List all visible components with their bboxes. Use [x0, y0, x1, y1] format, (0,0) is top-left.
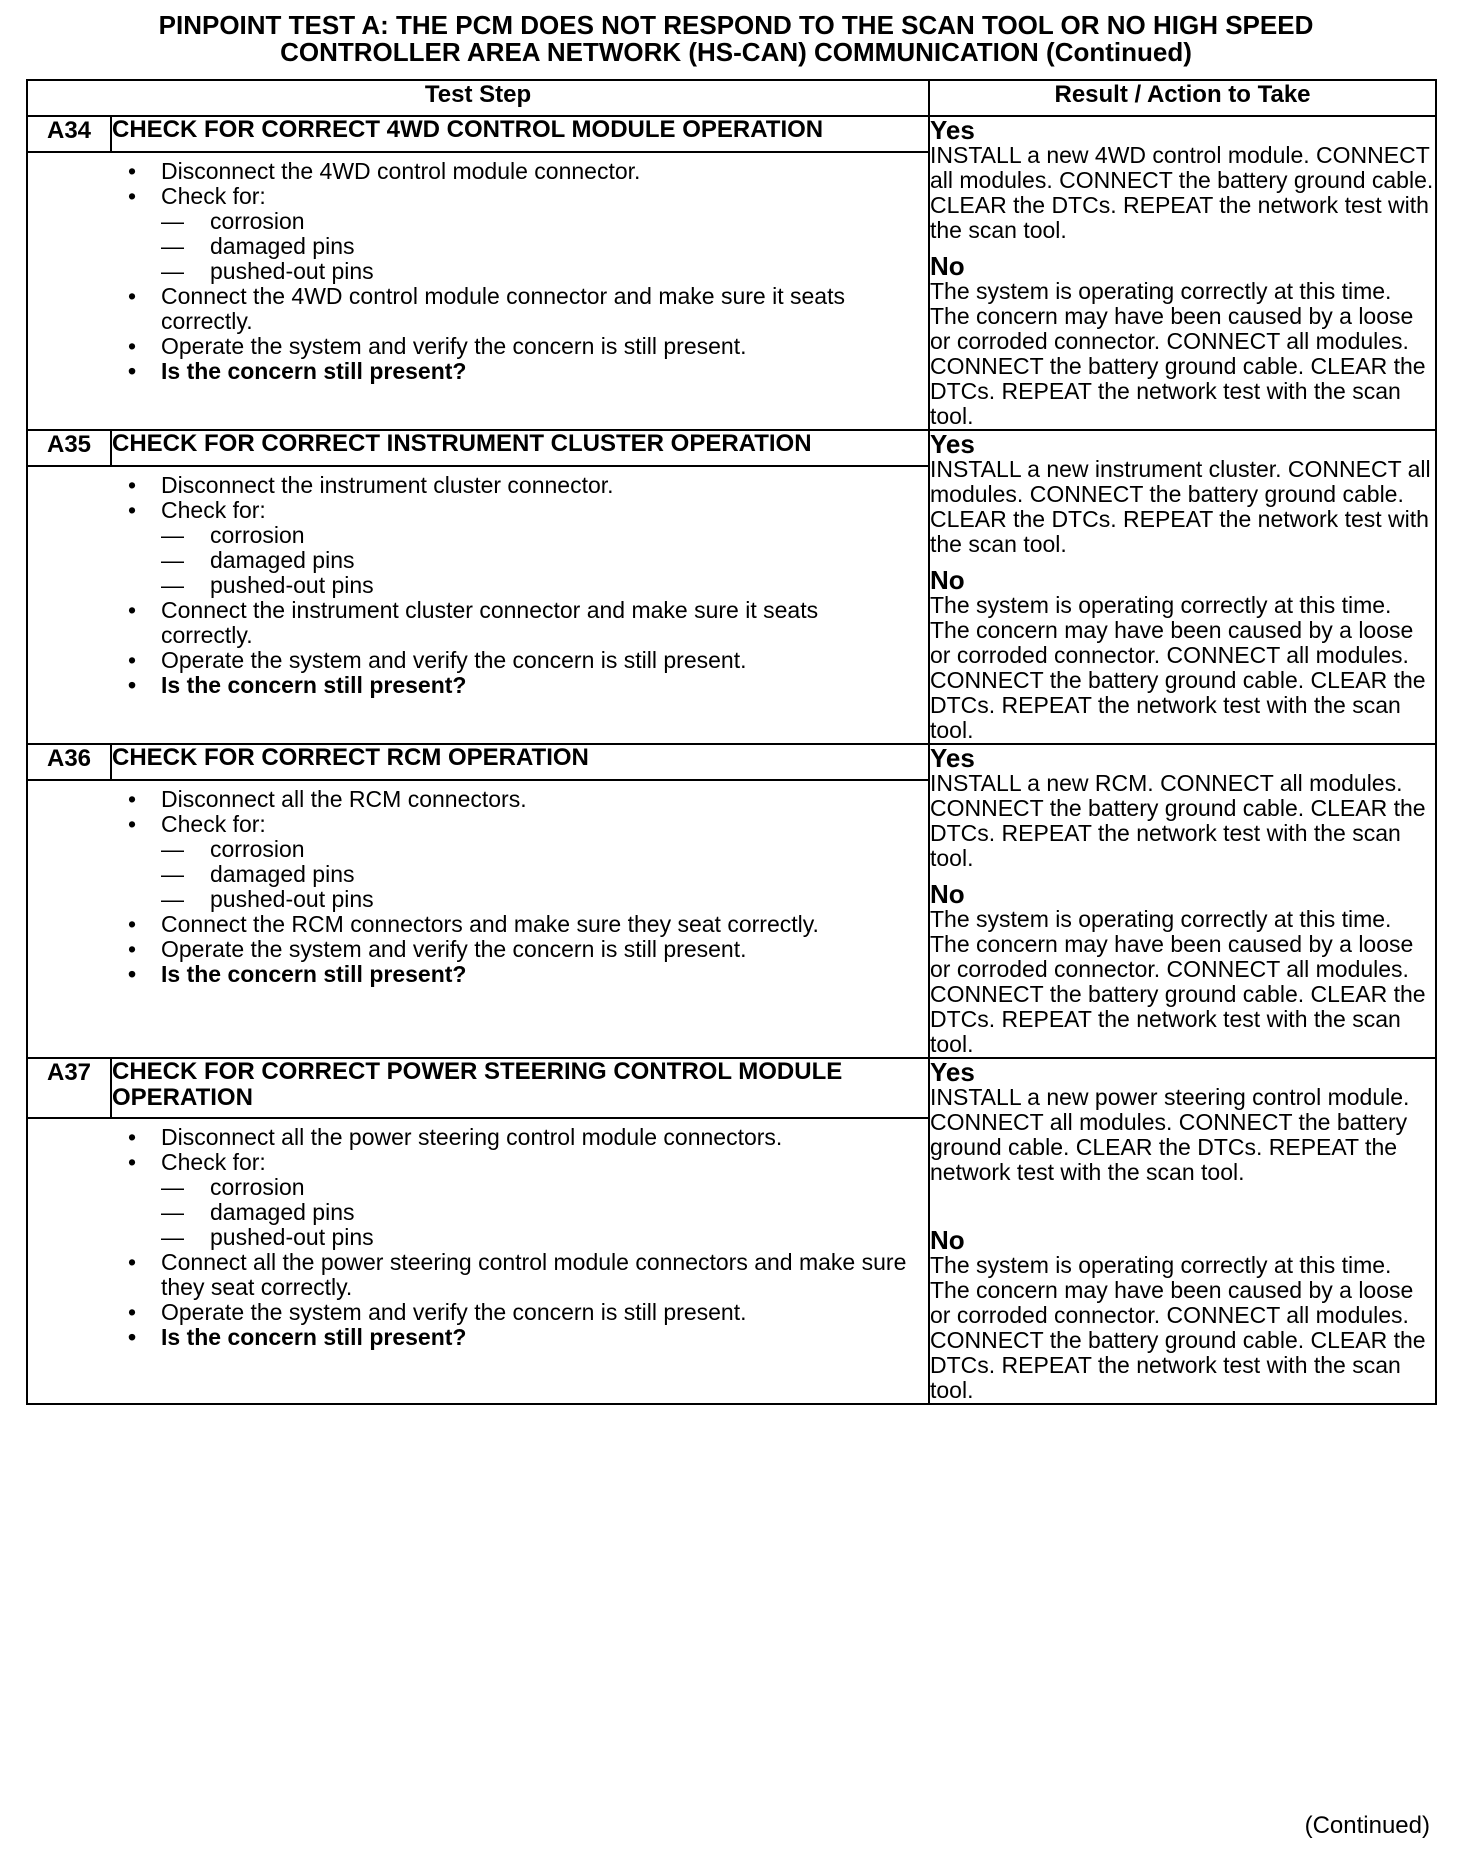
step-id: A35	[27, 430, 111, 466]
step-a36	[27, 744, 1436, 1058]
no-label: No	[930, 879, 965, 909]
list-item: • Operate the system and verify the concern is still present.	[28, 937, 908, 962]
header-result: Result / Action to Take	[929, 80, 1436, 116]
list-item: • Operate the system and verify the concern is still present.	[28, 648, 908, 673]
list-subitem: — damaged pins	[28, 548, 908, 573]
list-item: • Disconnect the instrument cluster connector.	[28, 473, 908, 498]
list-item: • Check for:	[28, 498, 908, 523]
list-subitem: — pushed-out pins	[28, 573, 908, 598]
step-title: CHECK FOR CORRECT INSTRUMENT CLUSTER OPERATION	[111, 430, 929, 466]
list-subitem: — damaged pins	[28, 862, 908, 887]
step-body	[27, 152, 929, 430]
yes-label: Yes	[930, 1057, 975, 1087]
question-item: • Is the concern still present?	[28, 673, 908, 698]
yes-action: INSTALL a new instrument cluster. CONNECT all modules. CONNECT the battery ground cable. CLEAR the DTCs. REPEAT the network test with the scan tool.	[930, 456, 1431, 557]
step-id: A34	[27, 116, 111, 152]
list-item: • Operate the system and verify the concern is still present.	[28, 334, 908, 359]
yes-label: Yes	[930, 743, 975, 773]
step-id: A37	[27, 1058, 111, 1118]
list-subitem: — corrosion	[28, 837, 908, 862]
list-subitem: — damaged pins	[28, 234, 908, 259]
step-result	[929, 744, 1436, 1058]
spacer	[930, 1185, 1435, 1217]
yes-action: INSTALL a new power steering control module. CONNECT all modules. CONNECT the battery ground cable. CLEAR the DTCs. REPEAT the network test with the scan tool.	[930, 1084, 1410, 1185]
step-result	[929, 1058, 1436, 1404]
list-subitem: — pushed-out pins	[28, 887, 908, 912]
no-action: The system is operating correctly at this time. The concern may have been caused by a loose or corroded connector. CONNECT all modules. CONNECT the battery ground cable. CLEAR the DTCs. REPEAT the network test with the scan tool.	[930, 592, 1426, 743]
yes-action: INSTALL a new 4WD control module. CONNECT all modules. CONNECT the battery ground cable. CLEAR the DTCs. REPEAT the network test with the scan tool.	[930, 142, 1434, 243]
no-label: No	[930, 1225, 965, 1255]
yes-label: Yes	[930, 429, 975, 459]
question-item: • Is the concern still present?	[28, 1325, 908, 1350]
step-body	[27, 466, 929, 744]
step-result	[929, 430, 1436, 744]
no-label: No	[930, 565, 965, 595]
page-title	[26, 12, 1446, 66]
pinpoint-test-table	[26, 79, 1437, 1405]
list-item: • Disconnect all the power steering control module connectors.	[28, 1125, 908, 1150]
question-item: • Is the concern still present?	[28, 962, 908, 987]
list-subitem: — corrosion	[28, 523, 908, 548]
list-item: • Operate the system and verify the concern is still present.	[28, 1300, 908, 1325]
step-id: A36	[27, 744, 111, 780]
list-item: • Connect all the power steering control module connectors and make sure they seat correctly.	[28, 1250, 908, 1300]
yes-action: INSTALL a new RCM. CONNECT all modules. CONNECT the battery ground cable. CLEAR the DTCs. REPEAT the network test with the scan tool.	[930, 770, 1426, 871]
list-item: • Connect the instrument cluster connector and make sure it seats correctly.	[28, 598, 908, 648]
step-a37	[27, 1058, 1436, 1404]
list-subitem: — corrosion	[28, 209, 908, 234]
list-item: • Connect the RCM connectors and make sure they seat correctly.	[28, 912, 908, 937]
list-subitem: — corrosion	[28, 1175, 908, 1200]
step-title: CHECK FOR CORRECT POWER STEERING CONTROL MODULE OPERATION	[111, 1058, 929, 1118]
step-a35	[27, 430, 1436, 744]
list-subitem: — pushed-out pins	[28, 259, 908, 284]
header-test-step: Test Step	[27, 80, 929, 116]
step-result	[929, 116, 1436, 430]
no-action: The system is operating correctly at this time. The concern may have been caused by a loose or corroded connector. CONNECT all modules. CONNECT the battery ground cable. CLEAR the DTCs. REPEAT the network test with the scan tool.	[930, 1252, 1426, 1403]
list-item: • Check for:	[28, 1150, 908, 1175]
list-item: • Disconnect all the RCM connectors.	[28, 787, 908, 812]
title-line-2: CONTROLLER AREA NETWORK (HS-CAN) COMMUNICATION (Continued)	[280, 37, 1192, 67]
step-body	[27, 1118, 929, 1404]
yes-label: Yes	[930, 115, 975, 145]
step-title: CHECK FOR CORRECT 4WD CONTROL MODULE OPERATION	[111, 116, 929, 152]
continued-note: (Continued)	[1304, 1812, 1430, 1839]
question-item: • Is the concern still present?	[28, 359, 908, 384]
list-item: • Check for:	[28, 812, 908, 837]
step-body	[27, 780, 929, 1058]
list-item: • Connect the 4WD control module connector and make sure it seats correctly.	[28, 284, 908, 334]
title-line-1: PINPOINT TEST A: THE PCM DOES NOT RESPOND TO THE SCAN TOOL OR NO HIGH SPEED	[158, 10, 1314, 40]
step-title: CHECK FOR CORRECT RCM OPERATION	[111, 744, 929, 780]
list-subitem: — pushed-out pins	[28, 1225, 908, 1250]
no-action: The system is operating correctly at this time. The concern may have been caused by a loose or corroded connector. CONNECT all modules. CONNECT the battery ground cable. CLEAR the DTCs. REPEAT the network test with the scan tool.	[930, 278, 1426, 429]
step-a34	[27, 116, 1436, 430]
list-item: • Check for:	[28, 184, 908, 209]
no-label: No	[930, 251, 965, 281]
no-action: The system is operating correctly at this time. The concern may have been caused by a loose or corroded connector. CONNECT all modules. CONNECT the battery ground cable. CLEAR the DTCs. REPEAT the network test with the scan tool.	[930, 906, 1426, 1057]
list-subitem: — damaged pins	[28, 1200, 908, 1225]
list-item: • Disconnect the 4WD control module connector.	[28, 159, 908, 184]
